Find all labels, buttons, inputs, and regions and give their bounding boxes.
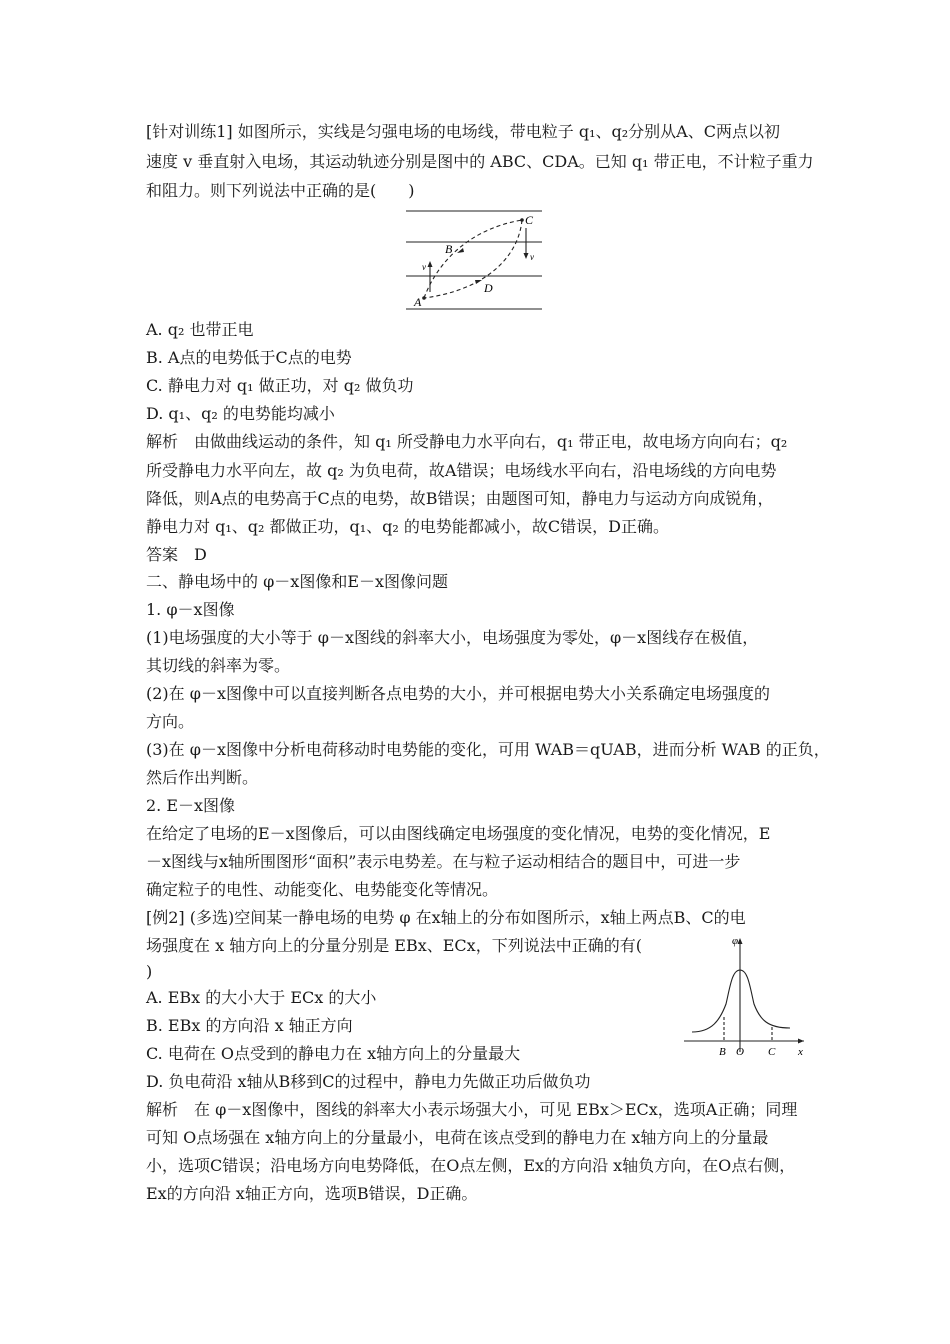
example2-option-d: D. 负电荷沿 x轴从B移到C的过程中，静电力先做正功后做负功 xyxy=(146,1072,591,1091)
subsection-2-line-3: 确定粒子的电性、动能变化、电势能变化等情况。 xyxy=(146,880,499,899)
example2-stem-line-3: ) xyxy=(146,962,153,981)
subsection-1-line-4: 方向。 xyxy=(146,712,195,731)
example2-analysis-line-3: 小，选项C错误；沿电场方向电势降低，在O点左侧，Ex的方向沿 x轴负方向，在O点右侧， xyxy=(146,1156,796,1175)
q1-analysis-line-3: 降低，则A点的电势高于C点的电势，故B错误；由题图可知，静电力与运动方向成锐角， xyxy=(146,489,774,508)
label-phi: φ xyxy=(732,935,739,947)
q1-analysis-line-2: 所受静电力水平向左，故 q₂ 为负电荷，故A错误；电场线水平向右，沿电场线的方向电势 xyxy=(146,461,777,480)
subsection-1-line-5: (3)在 φ－x图像中分析电荷移动时电势能的变化，可用 WAB＝qUAB，进而分析 WAB 的正负， xyxy=(146,740,830,759)
trajectory-cda xyxy=(424,220,522,298)
q1-stem-line-1: [针对训练1] 如图所示，实线是匀强电场的电场线，带电粒子 q₁、q₂分别从A、C两点以初 xyxy=(146,122,780,141)
subsection-2-line-1: 在给定了电场的E－x图像后，可以由图线确定电场强度的变化情况，电势的变化情况，E xyxy=(146,824,771,843)
subsection-1-line-3: (2)在 φ－x图像中可以直接判断各点电势的大小，并可根据电势大小关系确定电场强度的 xyxy=(146,684,770,703)
subsection-1-title: 1. φ－x图像 xyxy=(146,600,235,619)
q1-option-d: D. q₁、q₂ 的电势能均减小 xyxy=(146,404,335,423)
label-o: O xyxy=(736,1046,744,1058)
example2-analysis-line-2: 可知 O点场强在 x轴方向上的分量最小，电荷在该点受到的静电力在 x轴方向上的分量最 xyxy=(146,1128,769,1147)
example2-option-b: B. EBx 的方向沿 x 轴正方向 xyxy=(146,1016,353,1035)
q1-option-b: B. A点的电势低于C点的电势 xyxy=(146,348,352,367)
label-c: C xyxy=(768,1046,776,1058)
example2-analysis-line-1: 解析 在 φ－x图像中，图线的斜率大小表示场强大小，可见 EBx＞ECx，选项A正确；同理 xyxy=(146,1100,798,1119)
q1-option-c: C. 静电力对 q₁ 做正功，对 q₂ 做负功 xyxy=(146,376,414,395)
q1-stem-line-3: 和阻力。则下列说法中正确的是( ) xyxy=(146,181,415,200)
label-b: B xyxy=(719,1046,726,1058)
subsection-2-line-2: －x图线与x轴所围图形“面积”表示电势差。在与粒子运动相结合的题目中，可进一步 xyxy=(146,852,741,871)
phi-curve xyxy=(692,970,790,1032)
trajectory-abc xyxy=(424,220,522,298)
label-a: A xyxy=(414,295,422,309)
q1-option-a: A. q₂ 也带正电 xyxy=(146,320,254,339)
subsection-1-line-1: (1)电场强度的大小等于 φ－x图线的斜率大小，电场强度为零处，φ－x图线存在极值， xyxy=(146,628,759,647)
potential-graph-figure xyxy=(680,932,810,1060)
q1-answer: 答案 D xyxy=(146,545,207,564)
subsection-1-line-2: 其切线的斜率为零。 xyxy=(146,656,291,675)
example2-stem-line-2: 场强度在 x 轴方向上的分量分别是 EBx、ECx，下列说法中正确的有( xyxy=(146,936,642,955)
q1-analysis-line-4: 静电力对 q₁、q₂ 都做正功，q₁、q₂ 的电势能都减小，故C错误，D正确。 xyxy=(146,517,669,536)
label-c: C xyxy=(525,213,534,227)
example2-analysis-line-4: Ex的方向沿 x轴正方向，选项B错误，D正确。 xyxy=(146,1184,478,1203)
field-lines-figure xyxy=(400,206,550,314)
subsection-1-line-6: 然后作出判断。 xyxy=(146,768,259,787)
example2-stem-line-1: [例2] (多选)空间某一静电场的电势 φ 在x轴上的分布如图所示，x轴上两点B、C的电 xyxy=(146,908,746,927)
q1-stem-line-2: 速度 v 垂直射入电场，其运动轨迹分别是图中的 ABC、CDA。已知 q₁ 带正电，不计粒子重力 xyxy=(146,152,814,171)
example2-option-c: C. 电荷在 O点受到的静电力在 x轴方向上的分量最大 xyxy=(146,1044,521,1063)
label-v-left: v xyxy=(422,262,426,272)
q1-analysis-line-1: 解析 由做曲线运动的条件，知 q₁ 所受静电力水平向右，q₁ 带正电，故电场方向向右；q₂ xyxy=(146,432,788,451)
label-b: B xyxy=(445,242,453,256)
example2-option-a: A. EBx 的大小大于 ECx 的大小 xyxy=(146,988,377,1007)
label-x: x xyxy=(798,1046,803,1058)
section-heading: 二、静电场中的 φ－x图像和E－x图像问题 xyxy=(146,572,449,591)
label-v-right: v xyxy=(530,252,534,262)
label-d: D xyxy=(484,281,493,295)
subsection-2-title: 2. E－x图像 xyxy=(146,796,236,815)
